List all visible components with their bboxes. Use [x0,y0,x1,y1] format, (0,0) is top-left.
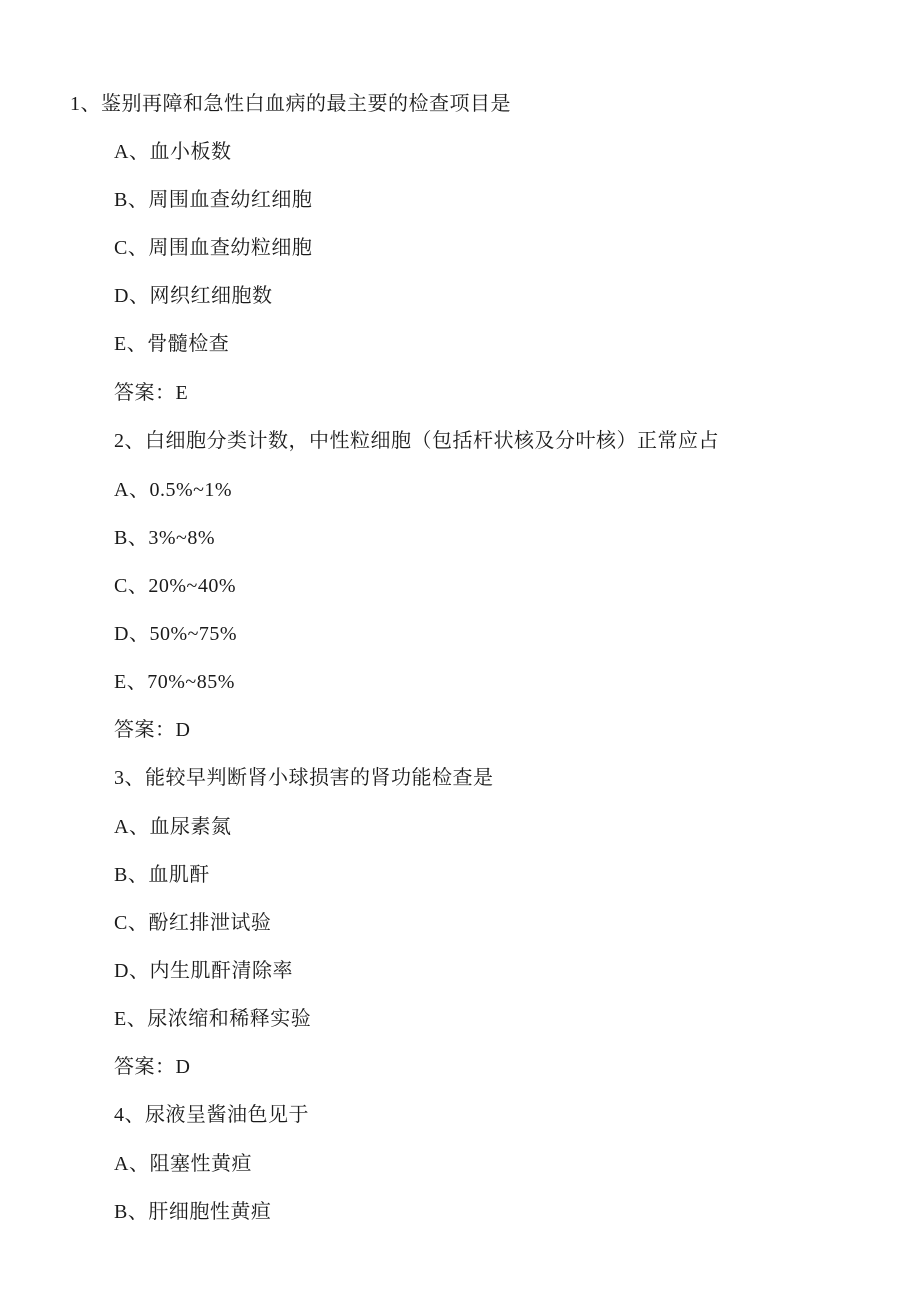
question-1-option-e: E、骨髓检查 [114,333,230,355]
question-2-option-a: A、0.5%~1% [114,479,233,501]
question-1-option-a: A、血小板数 [114,141,232,163]
question-2-option-e: E、70%~85% [114,671,235,693]
question-1-option-c: C、周围血查幼粒细胞 [114,237,313,259]
question-2-stem: 2、白细胞分类计数，中性粒细胞（包括杆状核及分叶核）正常应占 [114,430,719,452]
question-3-option-b: B、血肌酐 [114,864,210,886]
question-1-option-b: B、周围血查幼红细胞 [114,189,313,211]
question-1-answer: 答案：E [114,382,189,404]
question-2-option-c: C、20%~40% [114,575,236,597]
question-3-stem: 3、能较早判断肾小球损害的肾功能检查是 [114,767,494,789]
question-1-option-d: D、网织红细胞数 [114,285,273,307]
question-2-option-d: D、50%~75% [114,623,238,645]
question-4-option-b: B、肝细胞性黄疸 [114,1201,272,1223]
question-3-option-a: A、血尿素氮 [114,816,232,838]
question-4-option-a: A、阻塞性黄疸 [114,1153,252,1175]
question-2-answer: 答案：D [114,719,191,741]
question-1-stem: 1、鉴别再障和急性白血病的最主要的检查项目是 [70,93,511,115]
question-3-option-c: C、酚红排泄试验 [114,912,272,934]
question-2-option-b: B、3%~8% [114,527,215,549]
question-3-option-e: E、尿浓缩和稀释实验 [114,1008,312,1030]
question-3-answer: 答案：D [114,1056,191,1078]
question-3-option-d: D、内生肌酐清除率 [114,960,293,982]
question-4-stem: 4、尿液呈酱油色见于 [114,1104,309,1126]
